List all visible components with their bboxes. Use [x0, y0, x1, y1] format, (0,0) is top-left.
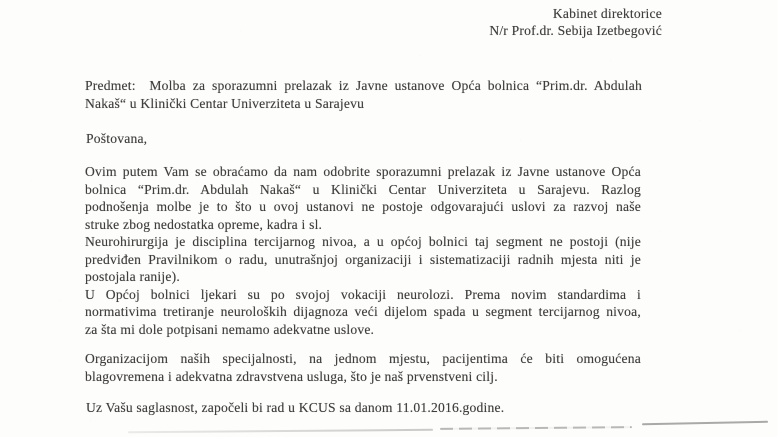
body-line: podnošenja molbe je to što u ovoj ustanovi ne postoje odgovarajući uslovi za razvoj naše [85, 199, 641, 215]
scan-artifact-line [440, 426, 632, 430]
body-line: predviđen Pravilnikom o radu, unutrašnjoj organizaciji i sistematizaciji radnih mjesta niti je [85, 251, 641, 267]
body-line: Neurohirurgija je disciplina tercijarnog nivoa, a u općoj bolnici taj segment ne postoji (nije [85, 234, 641, 250]
scan-noise-speckles [0, 0, 1, 1]
recipient-office: Kabinet direktorice [552, 6, 662, 21]
scan-artifact-line [128, 429, 433, 433]
body-line: struke zbog nedostatka opreme, kadra i sl. [85, 216, 323, 232]
body-line: blagovremena i adekvatna zdravstvena usluga, što je naš prvenstveni cilj. [85, 369, 498, 384]
body-line: Organizacijom naših specijalnosti, na jednom mjestu, pacijentima će biti omogućena [85, 351, 641, 366]
closing-line: Uz Vašu saglasnost, započeli bi rad u KCUS sa danom 11.01.2016.godine. [86, 400, 505, 415]
salutation: Poštovana, [86, 131, 148, 146]
body-line: U Općoj bolnici ljekari su po svojoj vokaciji neurolozi. Prema novim standardima i [85, 286, 641, 302]
body-line: za šta mi dole potpisani nemamo adekvatne uslove. [85, 321, 375, 337]
body-paragraph-1 [85, 163, 641, 338]
body-line: Ovim putem Vam se obraćamo da nam odobrite sporazumni prelazak iz Javne ustanove Opća [85, 164, 641, 179]
recipient-name: N/r Prof.dr. Sebija Izetbegović [489, 22, 662, 38]
body-paragraph-2 [85, 350, 641, 386]
recipient-block [357, 6, 662, 39]
subject-line-1: Predmet: Molba za sporazumni prelazak iz Javne ustanove Opća bolnica “Prim.dr. Abdulah [85, 78, 642, 93]
scan-artifact-line [642, 421, 768, 425]
body-line: bolnica “Prim.dr. Abdulah Nakaš“ u Klinički Centar Univerziteta u Sarajevu. Razlog [85, 181, 641, 197]
subject-block [85, 77, 642, 113]
body-line: postojala ranije). [85, 269, 180, 285]
subject-line-2: Nakaš“ u Klinički Centar Univerziteta u Sarajevu [85, 96, 365, 111]
body-line: normativima tretiranje neuroloških dijagnoza veći dijelom spada u segment tercijarnog nivoa, [85, 304, 641, 320]
